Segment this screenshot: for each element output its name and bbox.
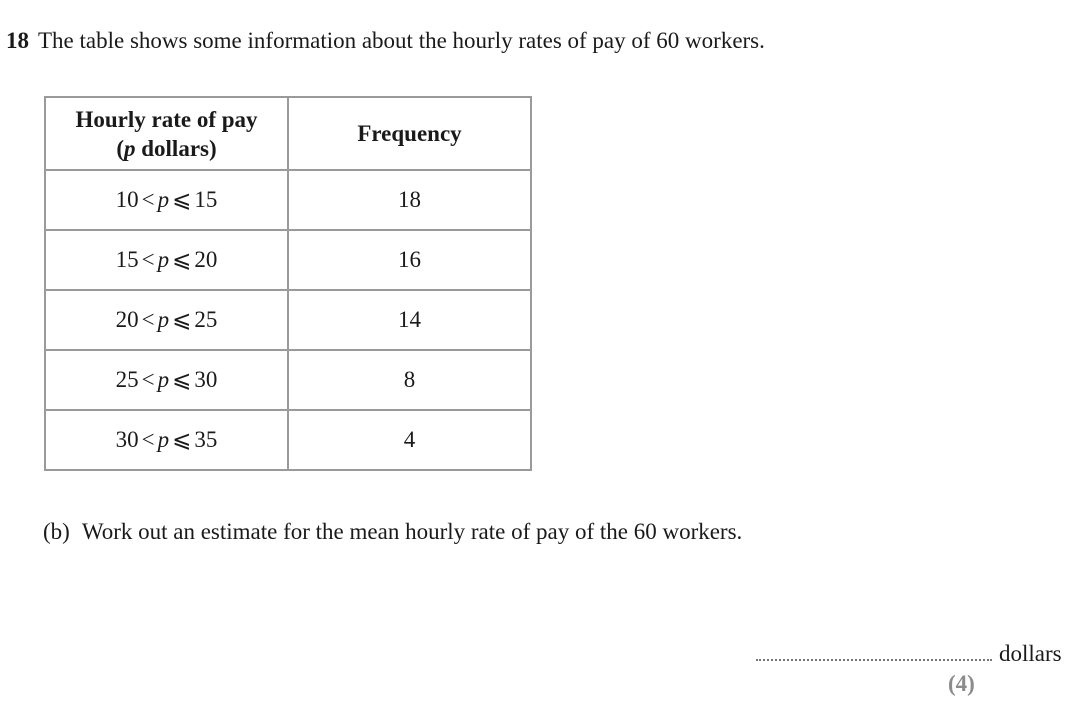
- frequency-header: Frequency: [288, 97, 531, 170]
- interval-lower: 25: [115, 367, 139, 392]
- table-row: [45, 170, 531, 230]
- interval-upper: 30: [194, 367, 218, 392]
- interval-upper: 20: [194, 247, 218, 272]
- pay-rate-header-label: Hourly rate of pay: [75, 106, 258, 132]
- part-b-text: Work out an estimate for the mean hourly rate of pay of the 60 workers.: [81, 519, 743, 544]
- interval-upper: 25: [194, 307, 218, 332]
- interval-cell: [45, 290, 288, 350]
- interval-cell: [45, 410, 288, 470]
- table-row: [45, 350, 531, 410]
- question-stem: [6, 26, 765, 56]
- interval-lower: 10: [115, 187, 139, 212]
- table-header-row: [45, 97, 531, 170]
- interval-variable: p: [157, 247, 170, 272]
- frequency-cell: 18: [288, 170, 531, 230]
- marks-indicator: (4): [948, 671, 975, 696]
- interval-variable: p: [157, 187, 170, 212]
- question-number: 18: [6, 28, 29, 53]
- interval-variable: p: [157, 367, 170, 392]
- interval-lower: 20: [115, 307, 139, 332]
- frequency-cell: 16: [288, 230, 531, 290]
- frequency-cell: 4: [288, 410, 531, 470]
- interval-lower: 15: [115, 247, 139, 272]
- table-row: [45, 230, 531, 290]
- less-than-symbol: <: [141, 427, 155, 452]
- pay-variable: p: [124, 135, 136, 161]
- less-equal-symbol: ⩽: [172, 367, 192, 392]
- table-row: [45, 410, 531, 470]
- answer-line[interactable]: [756, 659, 992, 661]
- less-than-symbol: <: [141, 187, 155, 212]
- part-b-question: [43, 517, 742, 547]
- interval-variable: p: [157, 427, 170, 452]
- frequency-cell: 8: [288, 350, 531, 410]
- less-equal-symbol: ⩽: [172, 307, 192, 332]
- less-than-symbol: <: [141, 367, 155, 392]
- frequency-cell: 14: [288, 290, 531, 350]
- interval-upper: 15: [194, 187, 218, 212]
- less-than-symbol: <: [141, 307, 155, 332]
- less-than-symbol: <: [141, 247, 155, 272]
- table-row: [45, 290, 531, 350]
- answer-unit: dollars: [999, 641, 1062, 666]
- interval-cell: [45, 350, 288, 410]
- interval-variable: p: [157, 307, 170, 332]
- pay-rate-header: Hourly rate of pay (p dollars): [45, 97, 288, 170]
- interval-cell: [45, 170, 288, 230]
- interval-cell: [45, 230, 288, 290]
- less-equal-symbol: ⩽: [172, 427, 192, 452]
- part-b-label: (b): [43, 519, 70, 544]
- question-text: The table shows some information about the hourly rates of pay of 60 workers.: [38, 28, 765, 53]
- less-equal-symbol: ⩽: [172, 187, 192, 212]
- pay-unit: dollars: [141, 135, 209, 161]
- less-equal-symbol: ⩽: [172, 247, 192, 272]
- interval-lower: 30: [115, 427, 139, 452]
- frequency-table: [44, 96, 532, 471]
- interval-upper: 35: [194, 427, 218, 452]
